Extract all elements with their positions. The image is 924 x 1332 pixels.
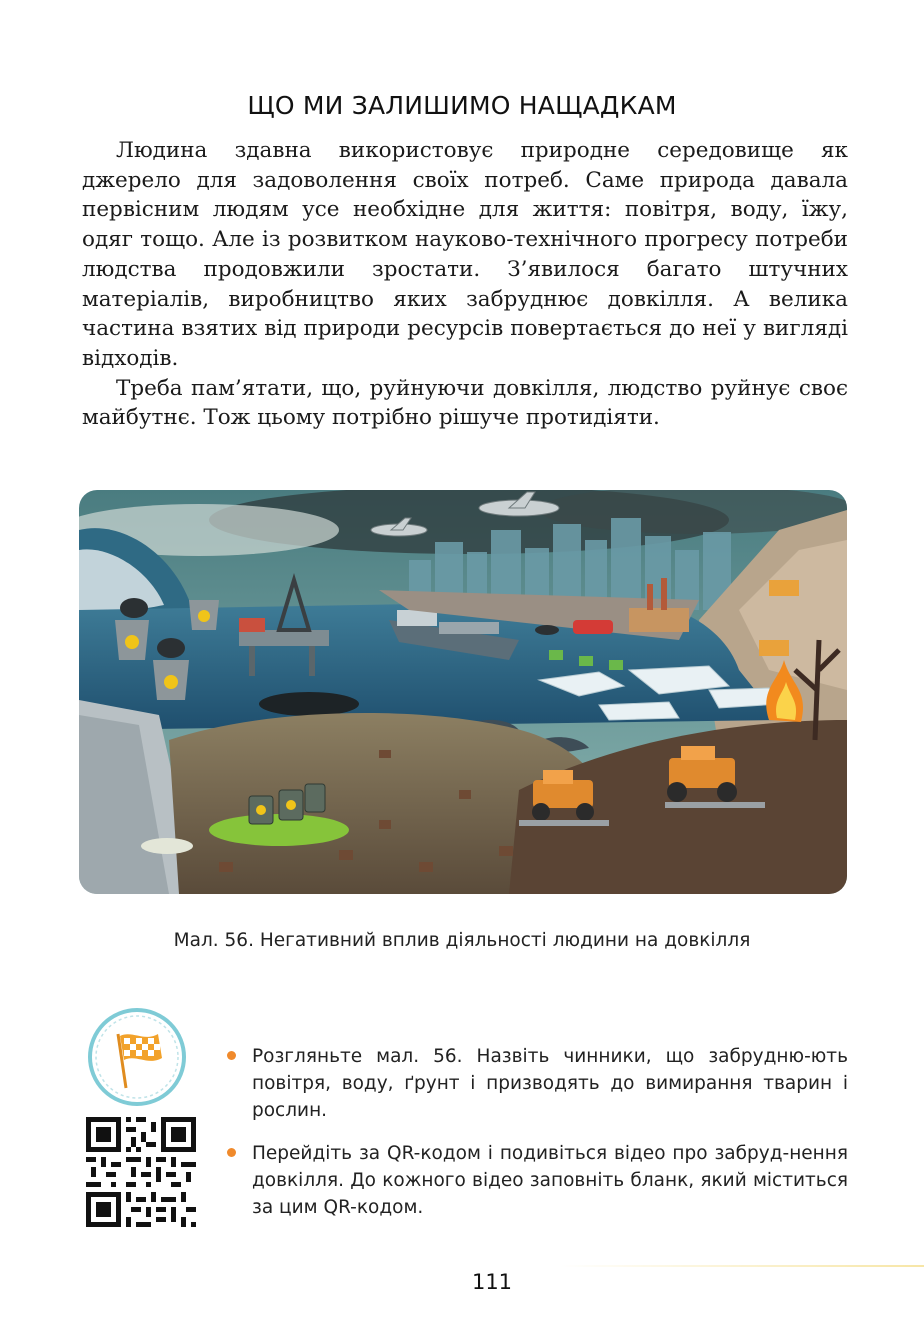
- task-text-2: Перейдіть за QR-кодом і подивіться відео про забруд-нення довкілля. До кожного відео заповніть бланк, який міститься за цим QR-кодом.: [252, 1143, 848, 1218]
- page-number: 111: [471, 1270, 513, 1294]
- orange-dot-icon: [227, 1051, 236, 1060]
- task-list: [226, 1043, 848, 1237]
- pollution-scene: [79, 490, 847, 894]
- task-item-1: [226, 1043, 848, 1124]
- task-text-1: Розгляньте мал. 56. Назвіть чинники, що забрудню-ють повітря, воду, ґрунт і призводять до вимирання тварин і рослин.: [252, 1046, 848, 1121]
- checkered-flag-icon: [88, 1008, 186, 1106]
- footer-divider: [560, 1265, 924, 1267]
- task-item-2: [226, 1140, 848, 1221]
- qr-code-icon[interactable]: [86, 1117, 196, 1227]
- orange-dot-icon: [227, 1148, 236, 1157]
- pollution-illustration: [79, 490, 847, 894]
- paragraph-2: Треба пам’ятати, що, руйнуючи довкілля, людство руйнує своє майбутнє. Тож цьому потрібно рішуче протидіяти.: [82, 375, 848, 431]
- main-text: [82, 136, 848, 433]
- page-title: ЩО МИ ЗАЛИШИМО НАЩАДКАМ: [247, 90, 677, 120]
- figure-caption: Мал. 56. Негативний вплив діяльності людини на довкілля: [173, 930, 751, 951]
- paragraph-1: Людина здавна використовує природне середовище як джерело для задоволення своїх потреб. Саме природа давала первісним людям усе необхідне для життя: повітря, воду, їжу, одяг тощо. Але із розвитком науково-технічного прогресу потреби людства продовжили зростати. З’явилося багато штучних матеріалів, виробництво яких забруднює довкілля. А велика частина взятих від природи ресурсів повертається до неї у вигляді відходів.: [82, 138, 848, 371]
